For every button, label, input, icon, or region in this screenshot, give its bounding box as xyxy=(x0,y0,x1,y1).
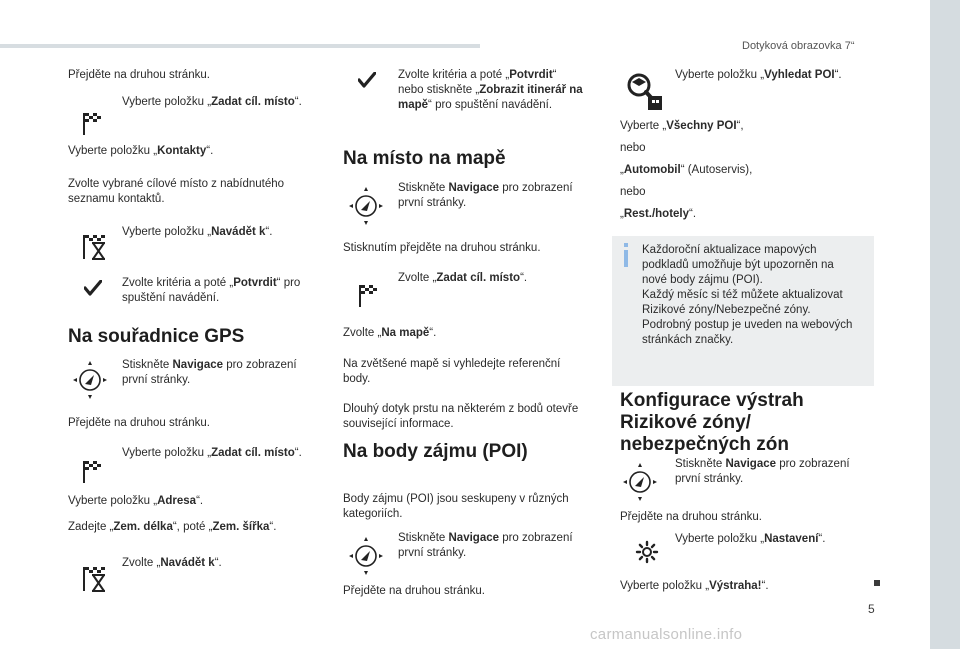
instruction-text: nebo stiskněte „Zobrazit itinerář na xyxy=(398,84,583,96)
instruction-text: Zvolte vybrané cílové místo z nabídnutého xyxy=(68,178,285,190)
instruction-text: Vyberte položku „Výstraha!“. xyxy=(620,580,769,592)
instruction-text: „Automobil“ (Autoservis), xyxy=(620,164,753,176)
instruction-text: Zvolte „Na mapě“. xyxy=(343,327,437,339)
instruction-text: první stránky. xyxy=(122,374,191,386)
instruction-text: Přejděte na druhou stránku. xyxy=(343,585,485,597)
instruction-text: Přejděte na druhou stránku. xyxy=(68,69,210,81)
instruction-text: související informace. xyxy=(343,418,454,430)
section-heading: Na body zájmu (POI) xyxy=(343,441,528,462)
instruction-text: Stiskněte Navigace pro zobrazení xyxy=(398,532,573,544)
instruction-text: „Rest./hotely“. xyxy=(620,208,697,220)
section-marker xyxy=(874,580,880,586)
instruction-text: Přejděte na druhou stránku. xyxy=(620,511,762,523)
page-side-tab xyxy=(930,0,960,649)
instruction-text: nebo xyxy=(620,186,646,198)
instruction-text: Stiskněte Navigace pro zobrazení xyxy=(398,182,573,194)
instruction-text: Vyberte položku „Adresa“. xyxy=(68,495,204,507)
instruction-text: Stisknutím přejděte na druhou stránku. xyxy=(343,242,541,254)
instruction-text: Vyberte položku „Vyhledat POI“. xyxy=(675,69,842,81)
instruction-text: kategoriích. xyxy=(343,508,403,520)
instruction-text: Stiskněte Navigace pro zobrazení xyxy=(675,458,850,470)
info-icon xyxy=(621,243,631,267)
info-text: Každý měsíc si též můžete aktualizovat xyxy=(642,289,843,301)
instruction-text: Vyberte položku „Zadat cíl. místo“. xyxy=(122,96,302,108)
info-text: Podrobný postup je uveden na webových xyxy=(642,319,853,331)
instruction-text: Vyberte položku „Zadat cíl. místo“. xyxy=(122,447,302,459)
instruction-text: Zvolte „Zadat cíl. místo“. xyxy=(398,272,528,284)
instruction-text: první stránky. xyxy=(398,547,467,559)
checkered-flag-icon xyxy=(358,284,378,308)
instruction-text: první stránky. xyxy=(675,473,744,485)
page-number: 5 xyxy=(868,602,875,616)
checkered-hourglass-icon xyxy=(82,234,108,260)
instruction-text: Vyberte položku „Nastavení“. xyxy=(675,533,826,545)
checkmark-icon xyxy=(358,72,376,88)
checkered-flag-icon xyxy=(82,112,102,136)
instruction-text: spuštění navádění. xyxy=(122,292,220,304)
header-rule xyxy=(0,44,480,48)
watermark: carmanualsonline.info xyxy=(590,626,743,643)
instruction-text: seznamu kontaktů. xyxy=(68,193,165,205)
gear-icon xyxy=(635,540,659,564)
instruction-text: Zvolte kritéria a poté „Potvrdit“ pro xyxy=(122,277,301,289)
info-text: podkladů umožňuje být upozorněn na xyxy=(642,259,834,271)
instruction-text: Zadejte „Zem. délka“, poté „Zem. šířka“. xyxy=(68,521,277,533)
navigation-icon xyxy=(348,536,384,576)
checkered-flag-icon xyxy=(82,460,102,484)
section-heading: Na místo na mapě xyxy=(343,148,506,169)
navigation-icon xyxy=(622,462,658,502)
instruction-text: Vyberte položku „Kontakty“. xyxy=(68,145,214,157)
section-heading: Na souřadnice GPS xyxy=(68,326,245,347)
info-text: stránkách značky. xyxy=(642,334,734,346)
instruction-text: Vyberte „Všechny POI“, xyxy=(620,120,744,132)
instruction-text: mapě“ pro spuštění navádění. xyxy=(398,99,553,111)
navigation-icon xyxy=(348,186,384,226)
instruction-text: Vyberte položku „Navádět k“. xyxy=(122,226,273,238)
instruction-text: Stiskněte Navigace pro zobrazení xyxy=(122,359,297,371)
checkered-hourglass-icon xyxy=(82,566,108,592)
info-text: Každoroční aktualizace mapových xyxy=(642,244,817,256)
navigation-icon xyxy=(72,360,108,400)
instruction-text: Dlouhý dotyk prstu na některém z bodů otevře xyxy=(343,403,579,415)
info-text: nové body zájmu (POI). xyxy=(642,274,763,286)
instruction-text: Zvolte kritéria a poté „Potvrdit“ xyxy=(398,69,557,81)
instruction-text: body. xyxy=(343,373,371,385)
chapter-header: Dotyková obrazovka 7“ xyxy=(742,40,855,52)
instruction-text: Body zájmu (POI) jsou seskupeny v různých xyxy=(343,493,569,505)
checkmark-icon xyxy=(84,280,102,296)
instruction-text: Přejděte na druhou stránku. xyxy=(68,417,210,429)
info-text: Rizikové zóny/Nebezpečné zóny. xyxy=(642,304,811,316)
instruction-text: první stránky. xyxy=(398,197,467,209)
instruction-text: Zvolte „Navádět k“. xyxy=(122,557,222,569)
instruction-text: Na zvětšené mapě si vyhledejte referenční xyxy=(343,358,561,370)
section-heading: Konfigurace výstrah Rizikové zóny/ nebezpečných zón xyxy=(620,390,804,455)
instruction-text: nebo xyxy=(620,142,646,154)
search-poi-icon xyxy=(626,72,662,110)
